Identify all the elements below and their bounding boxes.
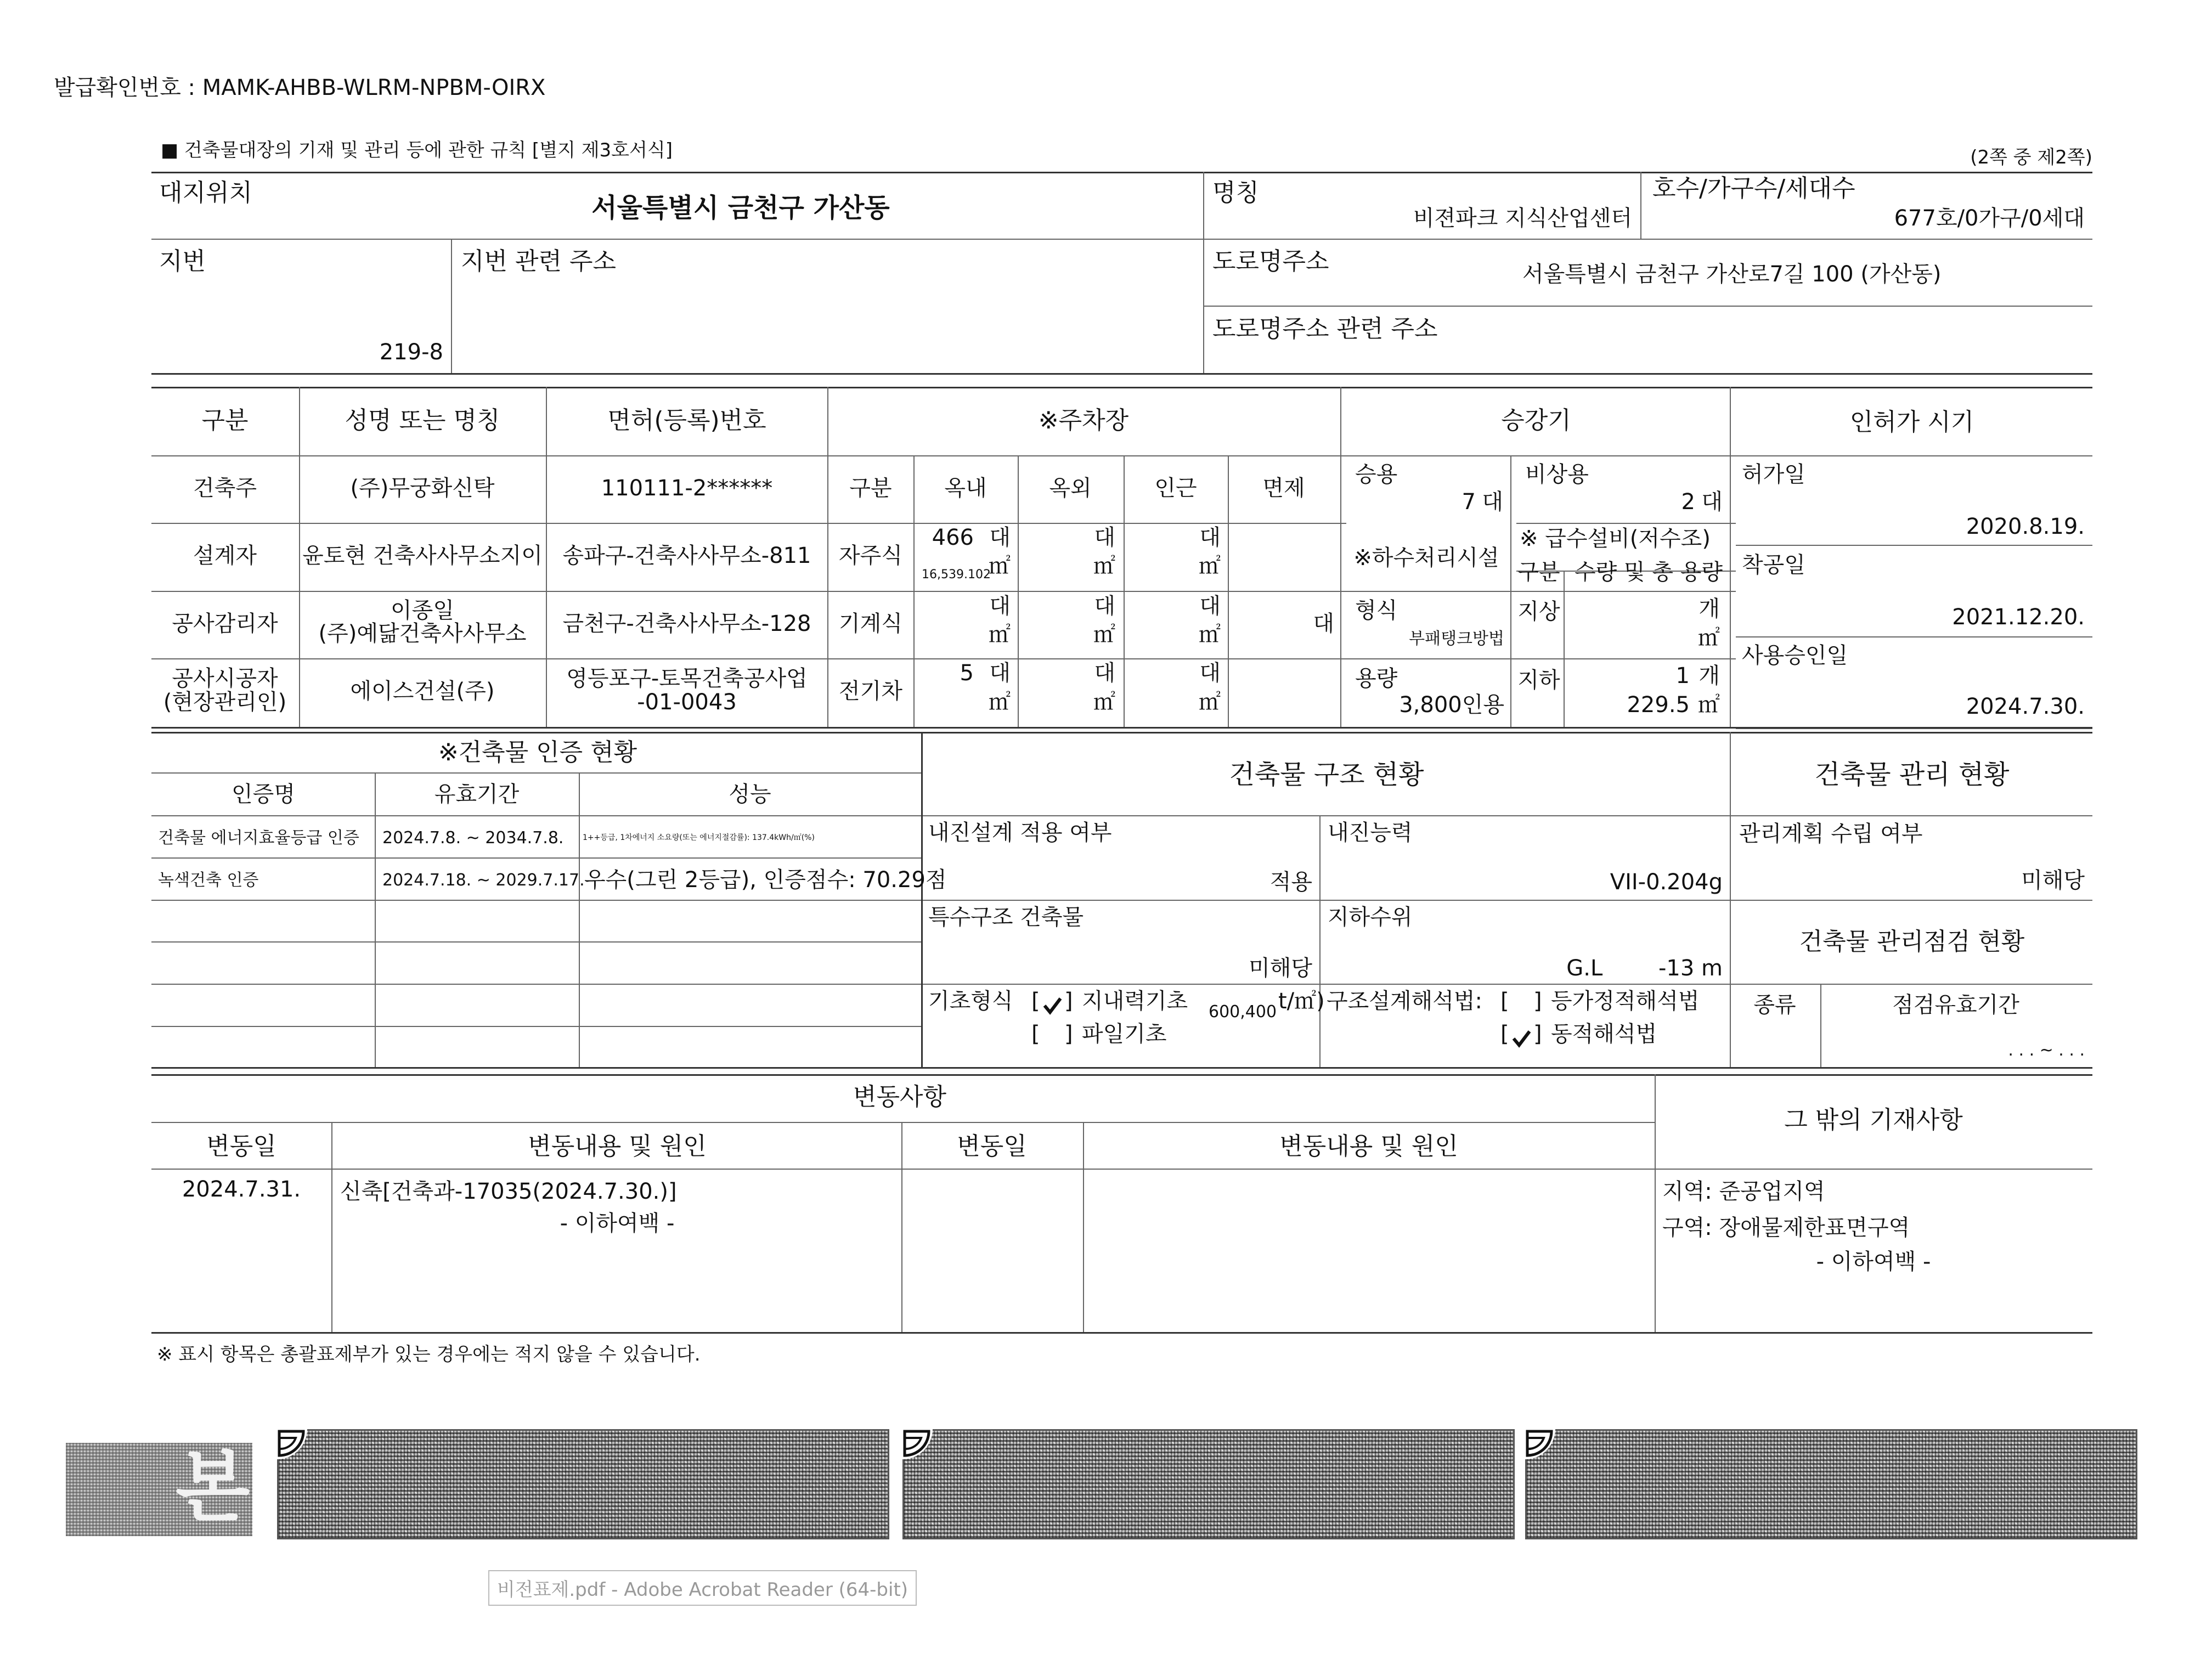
cert-energy-period: 2024.7.8. ~ 2034.7.8. <box>382 828 564 848</box>
mgmt-plan-label: 관리계획 수립 여부 <box>1739 821 1923 847</box>
cert-green-period: 2024.7.18. ~ 2029.7.17. <box>382 871 585 890</box>
issue-number: 발급확인번호 : MAMK-AHBB-WLRM-NPBM-OIRX <box>54 75 546 100</box>
section-vline <box>1730 732 1731 1067</box>
analysis-check2-close: ] <box>1533 1022 1542 1047</box>
elevator-emergency-label: 비상용 <box>1525 462 1589 487</box>
main-vline <box>1018 455 1019 727</box>
struct-vline <box>1319 815 1321 1067</box>
checkmark-icon[interactable] <box>1511 1029 1531 1048</box>
main-row-line <box>1346 591 1736 592</box>
main-bottom-border <box>151 727 2092 729</box>
lot-address-label: 지번 관련 주소 <box>461 247 616 275</box>
sewage-type-label: 형식 <box>1355 598 1398 623</box>
mgmt-type-label: 종류 <box>1753 992 1796 1018</box>
parking-unit: 대 <box>989 525 1011 550</box>
supervisor-role: 공사감리자 <box>172 611 278 636</box>
main-row-line <box>833 523 1346 524</box>
analysis-opt2: 동적해석법 <box>1551 1022 1657 1047</box>
elevator-unit: 대 <box>1482 489 1503 515</box>
barcode-corner-icon <box>277 1429 310 1462</box>
supervisor-name-line2: (주)예닮건축사사무소 <box>318 621 527 646</box>
permit-title: 인허가 시기 <box>1849 408 1974 436</box>
management-title: 건축물 관리 현황 <box>1814 759 2010 790</box>
foundation-opt1: 지내력기초 <box>1082 989 1188 1014</box>
owner-license: 110111-2****** <box>601 476 773 501</box>
parking-unit: ㎡ <box>989 690 1011 715</box>
cert-energy-name: 건축물 에너지효율등급 인증 <box>158 828 359 848</box>
struct-line <box>921 984 2092 985</box>
special-structure-value: 미해당 <box>1249 956 1312 981</box>
main-vline <box>1124 455 1125 727</box>
start-date-value: 2021.12.20. <box>1952 605 2085 630</box>
others-line2: 구역: 장애물제한표면구역 <box>1662 1215 1910 1240</box>
analysis-label: 구조설계해석법: <box>1327 989 1482 1014</box>
lot-number-value: 219-8 <box>379 340 443 365</box>
main-vline <box>1564 571 1565 727</box>
cert-line <box>151 984 921 985</box>
others-line3: - 이하여백 - <box>1816 1249 1931 1274</box>
start-date-label: 착공일 <box>1742 552 1805 578</box>
main-vline <box>1510 455 1511 523</box>
water-below-label: 지하 <box>1517 668 1560 693</box>
cert-header-name: 인증명 <box>232 782 295 807</box>
parking-unit: 대 <box>989 594 1011 619</box>
parking-header-exempt: 면제 <box>1262 476 1305 501</box>
main-vline <box>546 387 547 727</box>
main-vline <box>827 387 828 727</box>
header-vline <box>451 239 452 373</box>
lot-number-label: 지번 <box>159 247 206 275</box>
changes-date-header-2: 변동일 <box>957 1132 1027 1160</box>
foundation-check2-open: [ <box>1031 1022 1040 1047</box>
water-below-count: 1 <box>1675 663 1690 689</box>
sewage-label: ※하수처리시설 <box>1353 545 1499 571</box>
main-row-line <box>1346 658 1736 659</box>
seismic-design-value: 적용 <box>1269 870 1312 895</box>
parking-unit: 대 <box>1199 525 1221 550</box>
barcode-2d <box>1525 1429 2137 1539</box>
supervisor-license: 금천구-건축사사무소-128 <box>562 611 811 636</box>
mgmt-plan-value: 미해당 <box>2021 868 2085 893</box>
people-header-name: 성명 또는 명칭 <box>345 407 500 435</box>
main-row-line <box>833 658 1346 659</box>
approval-date-label: 사용승인일 <box>1742 643 1848 668</box>
parking-header-outdoor: 옥외 <box>1049 476 1092 501</box>
changes-content-header: 변동내용 및 원인 <box>528 1132 707 1160</box>
main-vline <box>1730 387 1731 727</box>
barcode-2d <box>902 1429 1515 1539</box>
cert-line <box>151 900 2092 901</box>
approval-date-value: 2024.7.30. <box>1966 694 2085 719</box>
contractor-name: 에이스건설(주) <box>350 679 495 704</box>
cert-line <box>151 815 2092 816</box>
owner-role: 건축주 <box>193 476 257 501</box>
cert-energy-performance: 1++등급, 1차에너지 소요량(또는 에너지절감률): 137.4kWh/㎡(%) <box>583 833 815 842</box>
contractor-role-line2: (현장관리인) <box>163 690 287 715</box>
designer-name: 윤토현 건축사사무소지이 <box>302 543 543 568</box>
main-row-line <box>1736 545 2092 546</box>
foundation-label: 기초형식 <box>928 989 1013 1014</box>
changes-vline <box>1655 1074 1656 1332</box>
site-location-value: 서울특별시 금천구 가산동 <box>591 193 890 223</box>
elevator-passenger-value: 7 <box>1462 489 1476 515</box>
contractor-license-line1: 영등포구-토목건축공사업 <box>566 666 808 691</box>
cert-green-performance: 우수(그린 2등급), 인증점수: 70.29점 <box>584 867 947 893</box>
permit-date-value: 2020.8.19. <box>1966 514 2085 539</box>
seismic-design-label: 내진설계 적용 여부 <box>928 820 1112 845</box>
water-below-volume: 229.5 <box>1627 692 1690 718</box>
foundation-opt2: 파일기초 <box>1082 1022 1167 1047</box>
changes-date-header: 변동일 <box>206 1132 276 1160</box>
water-unit: 개 <box>1699 596 1720 622</box>
analysis-check2-open: [ <box>1500 1022 1509 1047</box>
parking-unit: ㎡ <box>1199 690 1221 715</box>
page-info: (2쪽 중 제2쪽) <box>1970 146 2092 168</box>
changes-vline <box>1083 1122 1084 1332</box>
parking-unit: ㎡ <box>989 622 1011 647</box>
designer-role: 설계자 <box>193 543 257 568</box>
analysis-check1-close: ] <box>1533 989 1542 1014</box>
checkmark-icon[interactable] <box>1042 996 1062 1015</box>
parking-unit: 대 <box>1094 594 1115 619</box>
main-vline <box>1228 455 1229 727</box>
contractor-role-line1: 공사시공자 <box>172 666 278 691</box>
water-col-type: 구분 <box>1517 560 1560 585</box>
sewage-type-value: 부패탱크방법 <box>1409 629 1504 648</box>
people-header-role: 구분 <box>201 407 249 435</box>
analysis-check1-open: [ <box>1500 989 1509 1014</box>
foundation-check-open: [ <box>1031 989 1040 1014</box>
parking-title: ※주차장 <box>1038 407 1129 435</box>
building-name-label: 명칭 <box>1212 179 1260 207</box>
taskbar-window-title[interactable]: 비전표제.pdf - Adobe Acrobat Reader (64-bit) <box>488 1570 917 1606</box>
cert-line <box>151 857 921 859</box>
main-row-line <box>833 591 1346 592</box>
people-header-license: 면허(등록)번호 <box>607 407 766 435</box>
road-divider <box>1203 306 2092 307</box>
parking-unit: 대 <box>1094 525 1115 550</box>
contractor-license-line2: -01-0043 <box>637 690 737 715</box>
elevator-title: 승강기 <box>1501 407 1571 435</box>
designer-license: 송파구-건축사사무소-811 <box>562 543 811 568</box>
parking-self-indoor-count: 466 <box>932 525 974 550</box>
cert-header-period: 유효기간 <box>434 782 520 807</box>
foundation-opt1-value: 600,400 <box>1209 1002 1277 1022</box>
water-col-volume: 수량 및 총 용량 <box>1575 560 1723 585</box>
groundwater-label: 지하수위 <box>1328 905 1413 930</box>
main-vline <box>1510 523 1511 727</box>
changes-vline <box>901 1122 902 1332</box>
main-row-line <box>1736 636 2092 637</box>
cert-line <box>151 941 921 943</box>
official-stamp <box>66 1443 252 1536</box>
supervisor-name-line1: 이종일 <box>391 598 454 623</box>
others-line1: 지역: 준공업지역 <box>1662 1179 1825 1204</box>
cert-vline <box>375 772 376 1067</box>
water-supply-label: ※ 급수설비(저수조) <box>1520 526 1711 551</box>
change-content: 신축[건축과-17035(2024.7.30.)] <box>340 1179 677 1204</box>
units-value: 677호/0가구/0세대 <box>1894 206 2085 231</box>
change-date: 2024.7.31. <box>182 1177 301 1202</box>
section-top-border <box>151 732 2092 733</box>
road-related-label: 도로명주소 관련 주소 <box>1212 315 1438 343</box>
parking-self-type: 자주식 <box>839 543 902 568</box>
water-above-label: 지상 <box>1517 599 1560 624</box>
stamp-char: 본 <box>176 1443 250 1532</box>
road-address-label: 도로명주소 <box>1212 247 1329 275</box>
barcode-corner-icon <box>902 1429 935 1462</box>
main-row-line <box>151 658 833 659</box>
units-label: 호수/가구수/세대수 <box>1652 174 1855 202</box>
cert-line <box>151 772 921 774</box>
changes-content-header-2: 변동내용 및 원인 <box>1279 1132 1458 1160</box>
cert-green-name: 녹색건축 인증 <box>158 871 259 890</box>
mgmt-inspection-title: 건축물 관리점검 현황 <box>1799 928 2025 956</box>
parking-ev-type: 전기차 <box>839 679 902 704</box>
parking-unit: ㎡ <box>1199 554 1221 579</box>
parking-mech-type: 기계식 <box>839 611 902 636</box>
main-row-line <box>151 455 2092 456</box>
permit-date-label: 허가일 <box>1742 462 1805 487</box>
parking-exempt-unit: 대 <box>1313 611 1334 636</box>
parking-unit: ㎡ <box>1093 622 1115 647</box>
mgmt-vline <box>1820 984 1821 1067</box>
cert-title: ※건축물 인증 현황 <box>438 738 637 766</box>
parking-unit: 대 <box>1199 661 1221 686</box>
road-address-value: 서울특별시 금천구 가산로7길 100 (가산동) <box>1522 262 1942 287</box>
parking-unit: 대 <box>1199 594 1221 619</box>
parking-unit: ㎡ <box>1093 554 1115 579</box>
parking-header-nearby: 인근 <box>1154 476 1197 501</box>
cert-vline <box>579 772 580 1067</box>
parking-unit: ㎡ <box>989 554 1011 579</box>
changes-line <box>151 1169 2092 1170</box>
parking-unit: 대 <box>989 661 1011 686</box>
sewage-capacity-label: 용량 <box>1355 666 1398 691</box>
main-vline <box>913 455 915 727</box>
section-bottom-border <box>151 1067 2092 1069</box>
mgmt-period-label: 점검유효기간 <box>1892 992 2019 1018</box>
changes-line <box>151 1122 1655 1123</box>
elevator-emergency-value: 2 <box>1681 489 1695 515</box>
parking-header-indoor: 옥내 <box>944 476 987 501</box>
header-bottom-border <box>151 373 2092 375</box>
main-row-line <box>151 523 833 524</box>
site-location-label: 대지위치 <box>159 179 253 207</box>
foundation-check-close: ] <box>1064 989 1073 1014</box>
changes-bottom-border <box>151 1332 2092 1334</box>
owner-name: (주)무궁화신탁 <box>350 476 495 501</box>
changes-vline <box>331 1122 332 1332</box>
changes-title: 변동사항 <box>853 1083 947 1111</box>
header-vline <box>1203 172 1204 373</box>
seismic-capacity-label: 내진능력 <box>1328 820 1413 845</box>
changes-top-border <box>151 1074 2092 1076</box>
parking-unit: ㎡ <box>1093 690 1115 715</box>
parking-self-indoor-area: 16,539.102 <box>922 568 991 582</box>
foundation-opt1-unit: t/㎡) <box>1278 989 1325 1014</box>
mgmt-period-value: . . . ~ . . . <box>2008 1041 2085 1060</box>
water-unit: 개 <box>1699 663 1720 689</box>
parking-ev-indoor-count: 5 <box>960 661 974 686</box>
barcode-2d <box>277 1429 889 1539</box>
form-rule-caption: ■ 건축물대장의 기재 및 관리 등에 관한 규칙 [별지 제3호서식] <box>161 139 673 161</box>
analysis-opt1: 등가정적해석법 <box>1551 989 1700 1014</box>
sewage-capacity-value: 3,800인용 <box>1399 692 1504 718</box>
structure-title: 건축물 구조 현황 <box>1229 759 1424 790</box>
foundation-check2-close: ] <box>1064 1022 1073 1047</box>
header-divider <box>151 239 2092 240</box>
main-row-line <box>151 591 833 592</box>
parking-unit: 대 <box>1094 661 1115 686</box>
building-name-value: 비젼파크 지식산업센터 <box>1413 206 1632 231</box>
cert-line <box>151 1026 921 1027</box>
header-top-border <box>151 172 2092 173</box>
section-vline <box>921 732 923 1067</box>
main-vline <box>1340 387 1341 727</box>
parking-unit: ㎡ <box>1199 622 1221 647</box>
main-top-border <box>151 387 2092 388</box>
main-row-line <box>1516 523 1736 524</box>
main-vline <box>299 387 300 727</box>
footnote: ※ 표시 항목은 총괄표제부가 있는 경우에는 적지 않을 수 있습니다. <box>157 1344 701 1365</box>
water-unit: ㎡ <box>1698 625 1720 651</box>
others-title: 그 밖의 기재사항 <box>1784 1106 1963 1134</box>
seismic-capacity-value: VII-0.204g <box>1610 870 1723 895</box>
groundwater-value: G.L -13 m <box>1566 956 1723 981</box>
water-unit: ㎡ <box>1698 692 1720 718</box>
elevator-unit: 대 <box>1701 489 1723 515</box>
cert-header-performance: 성능 <box>729 782 771 807</box>
header-vline <box>1640 172 1641 239</box>
parking-header-type: 구분 <box>849 476 892 501</box>
elevator-passenger-label: 승용 <box>1355 462 1398 487</box>
change-note: - 이하여백 - <box>560 1211 675 1236</box>
special-structure-label: 특수구조 건축물 <box>928 905 1084 930</box>
barcode-corner-icon <box>1525 1429 1558 1462</box>
